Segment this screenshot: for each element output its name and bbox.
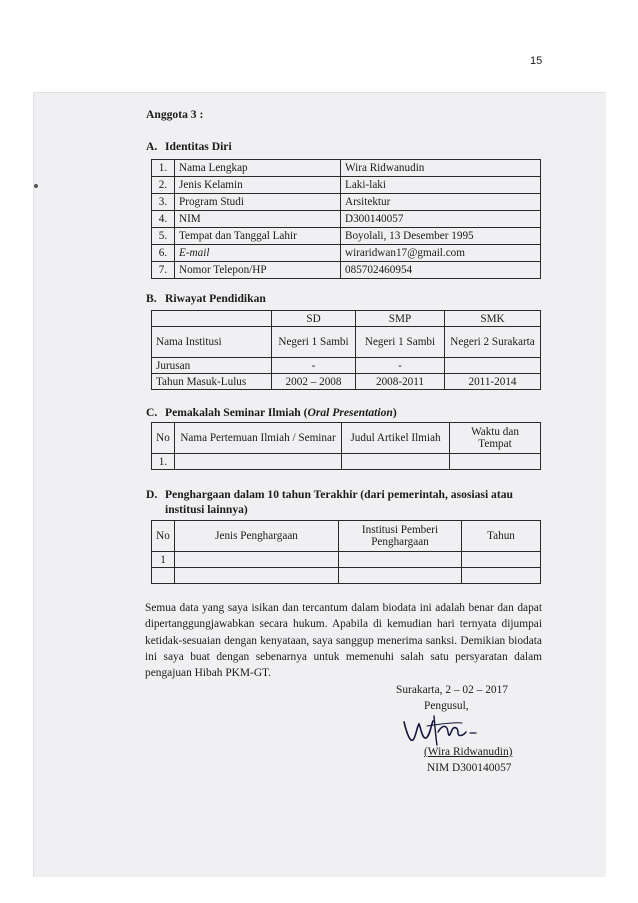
award-cell-institution bbox=[339, 552, 462, 568]
award-header-type: Jenis Penghargaan bbox=[175, 521, 339, 552]
identity-row-label: Nama Lengkap bbox=[175, 160, 341, 177]
signature-place-date: Surakarta, 2 – 02 – 2017 bbox=[396, 684, 508, 696]
education-header-smk: SMK bbox=[445, 311, 541, 327]
section-c-letter: C. bbox=[146, 406, 158, 419]
section-d-letter: D. bbox=[146, 488, 158, 501]
member-heading: Anggota 3 : bbox=[146, 108, 204, 121]
section-d-title-line2: institusi lainnya) bbox=[165, 503, 248, 516]
section-c-title-italic: Oral Presentation bbox=[307, 406, 393, 419]
section-a-heading bbox=[146, 140, 232, 153]
education-row-label: Nama Institusi bbox=[152, 327, 272, 358]
seminar-cell-name bbox=[175, 454, 342, 470]
section-a-letter: A. bbox=[146, 140, 158, 153]
education-cell-sd: 2002 – 2008 bbox=[272, 374, 356, 390]
education-table bbox=[151, 310, 541, 390]
seminar-header-row bbox=[152, 423, 541, 454]
seminar-cell-title bbox=[342, 454, 450, 470]
identity-row-value: Boyolali, 13 Desember 1995 bbox=[341, 228, 541, 245]
section-d-title-line1: Penghargaan dalam 10 tahun Terakhir (dari pemerintah, asosiasi atau bbox=[165, 488, 513, 501]
identity-row-value: Arsitektur bbox=[341, 194, 541, 211]
seminar-header-time: Waktu dan Tempat bbox=[450, 423, 541, 454]
identity-row-number: 7. bbox=[152, 262, 175, 279]
education-cell-smk: 2011-2014 bbox=[445, 374, 541, 390]
award-header-row bbox=[152, 521, 541, 552]
identity-row-value: D300140057 bbox=[341, 211, 541, 228]
identity-row-value: 085702460954 bbox=[341, 262, 541, 279]
identity-row-label: Tempat dan Tanggal Lahir bbox=[175, 228, 341, 245]
identity-row-number: 2. bbox=[152, 177, 175, 194]
education-header-blank bbox=[152, 311, 272, 327]
seminar-header-name: Nama Pertemuan Ilmiah / Seminar bbox=[175, 423, 342, 454]
section-b-letter: B. bbox=[146, 292, 157, 305]
page-number: 15 bbox=[530, 55, 543, 67]
education-header-row bbox=[152, 311, 541, 327]
education-cell-sd: Negeri 1 Sambi bbox=[272, 327, 356, 358]
education-cell-smk: Negeri 2 Surakarta bbox=[445, 327, 541, 358]
seminar-table bbox=[151, 422, 541, 470]
signature-name: (Wira Ridwanudin) bbox=[424, 746, 513, 758]
award-row bbox=[152, 568, 541, 584]
award-cell-no bbox=[152, 568, 175, 584]
award-cell-type bbox=[175, 568, 339, 584]
education-cell-smp: Negeri 1 Sambi bbox=[356, 327, 445, 358]
seminar-header-no: No bbox=[152, 423, 175, 454]
award-table bbox=[151, 520, 541, 584]
identity-row-label: NIM bbox=[175, 211, 341, 228]
identity-row-number: 3. bbox=[152, 194, 175, 211]
identity-row-number: 5. bbox=[152, 228, 175, 245]
identity-row-value: wiraridwan17@gmail.com bbox=[341, 245, 541, 262]
identity-row-number: 6. bbox=[152, 245, 175, 262]
award-cell-type bbox=[175, 552, 339, 568]
signature-nim: NIM D300140057 bbox=[427, 762, 512, 774]
signature-role: Pengusul, bbox=[424, 700, 469, 712]
scan-speck bbox=[34, 184, 38, 188]
section-c-heading bbox=[146, 406, 397, 419]
education-cell-smp: 2008-2011 bbox=[356, 374, 445, 390]
identity-row bbox=[152, 194, 541, 211]
identity-row-value: Laki-laki bbox=[341, 177, 541, 194]
award-header-institution: Institusi Pemberi Penghargaan bbox=[339, 521, 462, 552]
statement-paragraph: Semua data yang saya isikan dan tercantum dalam biodata ini adalah benar dan dapat dipertanggungjawabkan secara hukum. Apabila di kemudian hari ternyata dijumpai ketidak-sesuaian dengan kenyataan, saya sanggup menerima sanksi. Demikian biodata ini saya buat dengan sebenarnya untuk memenuhi salah satu persyaratan dalam pengajuan Hibah PKM-GT. bbox=[145, 602, 542, 680]
award-header-no: No bbox=[152, 521, 175, 552]
education-row bbox=[152, 327, 541, 358]
section-b-title: Riwayat Pendidikan bbox=[165, 292, 266, 305]
section-c-title: Pemakalah Seminar Ilmiah ( bbox=[165, 406, 308, 419]
identity-row-label: E-mail bbox=[175, 245, 341, 262]
education-cell-sd: - bbox=[272, 358, 356, 374]
award-cell-year bbox=[462, 568, 541, 584]
award-row bbox=[152, 552, 541, 568]
identity-row-label: Nomor Telepon/HP bbox=[175, 262, 341, 279]
education-row-label: Jurusan bbox=[152, 358, 272, 374]
seminar-cell-no: 1. bbox=[152, 454, 175, 470]
handwritten-signature bbox=[400, 712, 520, 748]
education-row bbox=[152, 374, 541, 390]
identity-row bbox=[152, 160, 541, 177]
section-c-title-end: ) bbox=[392, 406, 397, 419]
seminar-row bbox=[152, 454, 541, 470]
award-header-year: Tahun bbox=[462, 521, 541, 552]
identity-row bbox=[152, 211, 541, 228]
identity-row-number: 4. bbox=[152, 211, 175, 228]
identity-row-label: Program Studi bbox=[175, 194, 341, 211]
education-cell-smk bbox=[445, 358, 541, 374]
section-b-heading bbox=[146, 292, 266, 305]
identity-row bbox=[152, 262, 541, 279]
seminar-header-title: Judul Artikel Ilmiah bbox=[342, 423, 450, 454]
identity-row-number: 1. bbox=[152, 160, 175, 177]
identity-row bbox=[152, 245, 541, 262]
award-cell-year bbox=[462, 552, 541, 568]
education-header-sd: SD bbox=[272, 311, 356, 327]
education-row bbox=[152, 358, 541, 374]
section-a-title: Identitas Diri bbox=[165, 140, 232, 153]
section-d-heading bbox=[146, 488, 513, 501]
identity-row-label: Jenis Kelamin bbox=[175, 177, 341, 194]
identity-row bbox=[152, 228, 541, 245]
award-cell-no: 1 bbox=[152, 552, 175, 568]
identity-row bbox=[152, 177, 541, 194]
education-cell-smp: - bbox=[356, 358, 445, 374]
identity-table bbox=[151, 159, 541, 279]
education-row-label: Tahun Masuk-Lulus bbox=[152, 374, 272, 390]
award-cell-institution bbox=[339, 568, 462, 584]
seminar-cell-time bbox=[450, 454, 541, 470]
identity-row-value: Wira Ridwanudin bbox=[341, 160, 541, 177]
education-header-smp: SMP bbox=[356, 311, 445, 327]
